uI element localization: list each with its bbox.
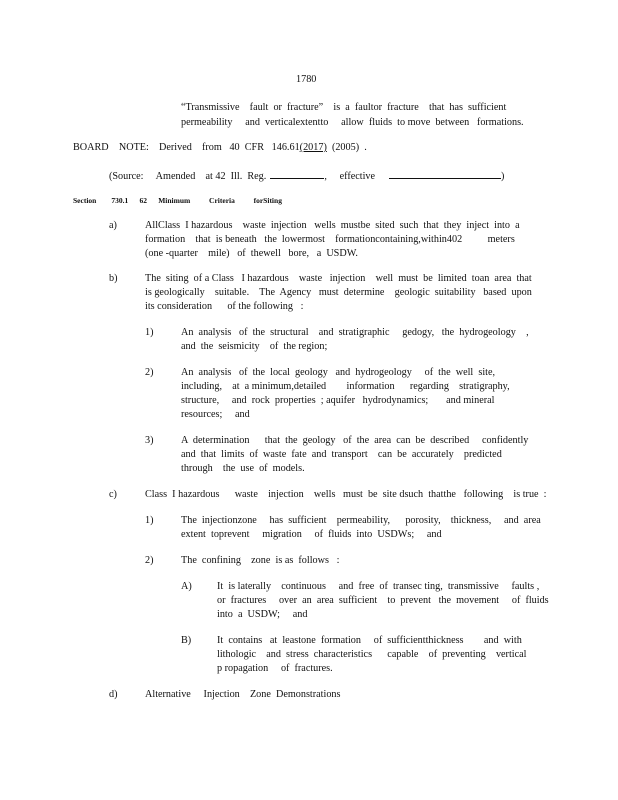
item-b2-line-3: structure, and rock properties ; aquifer hydrodynamics; and mineral <box>181 395 495 406</box>
item-d-line-1: Alternative Injection Zone Demonstrations <box>145 689 341 700</box>
source-part-3: ) <box>501 171 505 182</box>
item-c1-label: 1) <box>145 515 154 526</box>
item-c1-line-2: extent toprevent migration of fluids into USDWs; and <box>181 529 442 540</box>
item-b3-line-2: and that limits of waste fate and transport can be accurately predicted <box>181 449 502 460</box>
definition-line-2: permeability and verticalextentto allow fluids to move between formations. <box>181 117 524 128</box>
item-c2a-line-3: into a USDW; and <box>217 609 308 620</box>
item-a-line-1: AllClass I hazardous waste injection wells mustbe sited such that they inject into a <box>145 220 520 231</box>
source-part-1: (Source: Amended at 42 Ill. Reg. <box>109 171 267 182</box>
definition-line-1: “Transmissive fault or fracture” is a faultor fracture that has sufficient <box>181 102 507 113</box>
item-b1-label: 1) <box>145 327 154 338</box>
source-part-2: , effective <box>324 171 376 182</box>
item-c2a-line-1: It is laterally continuous and free of transec ting, transmissive faults , <box>217 581 540 592</box>
item-b-line-1: The siting of a Class I hazardous waste injection well must be limited toan area that <box>145 273 532 284</box>
item-c2b-line-2: lithologic and stress characteristics capable of preventing vertical <box>217 649 527 660</box>
item-c2b-line-3: p ropagation of fractures. <box>217 663 333 674</box>
board-note-suffix: (2005) . <box>326 142 367 153</box>
item-b2-label: 2) <box>145 367 154 378</box>
item-a-line-2: formation that is beneath the lowermost formationcontaining,within402 meters <box>145 234 515 245</box>
item-b2-line-4: resources; and <box>181 409 250 420</box>
item-b-label: b) <box>109 273 118 284</box>
item-d-label: d) <box>109 689 118 700</box>
page-number: 1780 <box>296 74 317 85</box>
board-note-prefix: BOARD NOTE: Derived from 40 CFR 146.61 <box>73 142 300 153</box>
effective-date-blank <box>389 167 501 179</box>
item-b2-line-1: An analysis of the local geology and hydrogeology of the well site, <box>181 367 496 378</box>
item-c2a-line-2: or fractures over an area sufficient to prevent the movement of fluids <box>217 595 549 606</box>
item-b-line-3: its consideration of the following : <box>145 301 304 312</box>
register-page-blank <box>270 167 324 179</box>
section-heading: Section 730.1 62 Minimum Criteria forSiting <box>73 196 282 205</box>
item-b1-line-2: and the seismicity of the region; <box>181 341 328 352</box>
item-c1-line-1: The injectionzone has sufficient permeability, porosity, thickness, and area <box>181 515 541 526</box>
board-note <box>73 141 367 155</box>
item-b-line-2: is geologically suitable. The Agency must determine geologic suitability based upon <box>145 287 532 298</box>
item-a-label: a) <box>109 220 117 231</box>
item-c-label: c) <box>109 489 117 500</box>
item-b3-line-1: A determination that the geology of the area can be described confidently <box>181 435 529 446</box>
board-note-amended-year: (2017) <box>299 142 327 153</box>
item-a-line-3: (one -quarter mile) of thewell bore, a USDW. <box>145 248 358 259</box>
item-c2-line-1: The confining zone is as follows : <box>181 555 340 566</box>
item-c2a-label: A) <box>181 581 192 592</box>
source-note <box>109 167 504 184</box>
item-b2-line-2: including, at a minimum,detailed information regarding stratigraphy, <box>181 381 510 392</box>
item-c2b-line-1: It contains at leastone formation of sufficientthickness and with <box>217 635 522 646</box>
item-b3-line-3: through the use of models. <box>181 463 305 474</box>
item-b1-line-1: An analysis of the structural and stratigraphic gedogy, the hydrogeology , <box>181 327 529 338</box>
item-c2-label: 2) <box>145 555 154 566</box>
item-c-line-1: Class I hazardous waste injection wells must be site dsuch thatthe following is true : <box>145 489 547 500</box>
item-b3-label: 3) <box>145 435 154 446</box>
item-c2b-label: B) <box>181 635 192 646</box>
